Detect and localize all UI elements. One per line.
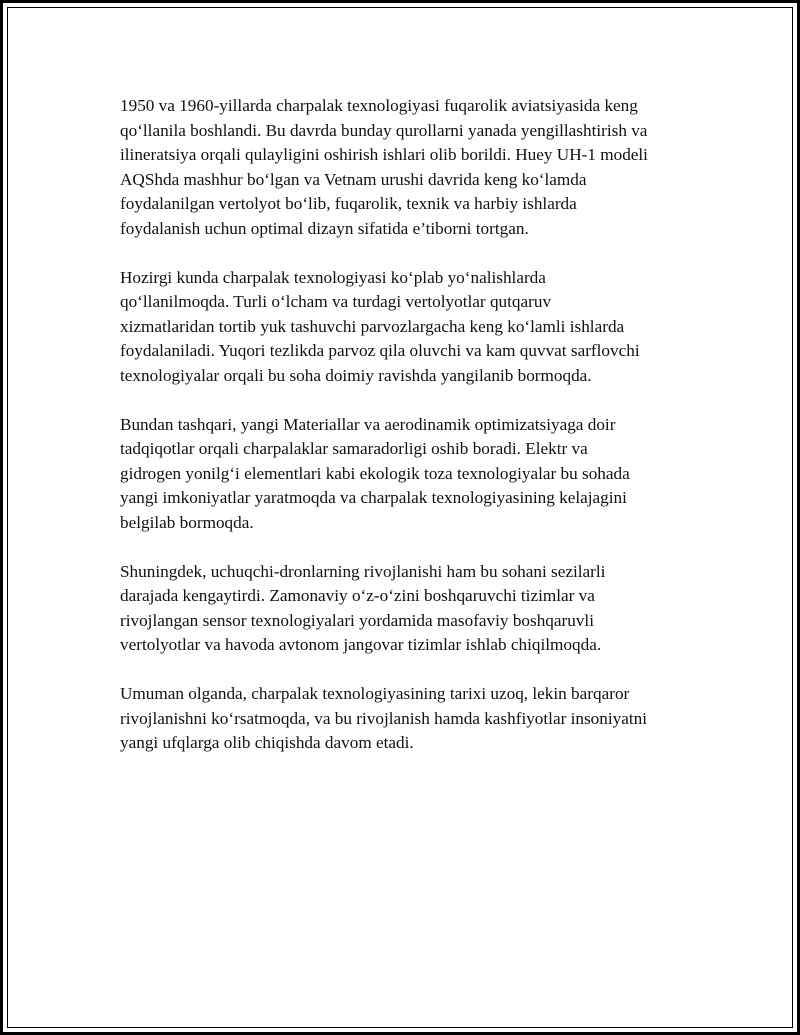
text-line: 1950 va 1960-yillarda charpalak texnologiyasi fuqarolik aviatsiyasida keng <box>120 96 638 115</box>
text-line: Umuman olganda, charpalak texnologiyasining tarixi uzoq, lekin barqaror <box>120 684 630 703</box>
text-line: gidrogen yonilg‘i elementlari kabi ekologik toza texnologiyalar bu sohada <box>120 463 630 483</box>
paragraph-3 <box>120 413 710 536</box>
text-line: ilineratsiya orqali qulayligini oshirish ishlari olib borildi. Huey UH-1 modeli <box>120 145 648 164</box>
text-line: foydalaniladi. Yuqori tezlikda parvoz qila oluvchi va kam quvvat sarflovchi <box>120 341 640 360</box>
text-line: Bundan tashqari, yangi Materiallar va aerodinamik optimizatsiyaga doir <box>120 414 616 434</box>
text-line: rivojlangan sensor texnologiyalari yordamida masofaviy boshqaruvli <box>120 610 594 630</box>
text-line: tadqiqotlar orqali charpalaklar samaradorligi oshib boradi. Elektr va <box>120 439 588 458</box>
text-line: AQShda mashhur bo‘lgan va Vetnam urushi davrida keng ko‘lamda <box>120 169 587 189</box>
text-line: belgilab bormoqda. <box>120 512 254 532</box>
text-line: darajada kengaytirdi. Zamonaviy o‘z-o‘zini boshqaruvchi tizimlar va <box>120 586 595 605</box>
text-line: texnologiyalar orqali bu soha doimiy ravishda yangilanib bormoqda. <box>120 365 592 385</box>
paragraph-4 <box>120 560 710 658</box>
text-line: qo‘llanila boshlandi. Bu davrda bunday qurollarni yanada yengillashtirish va <box>120 120 648 140</box>
text-line: xizmatlaridan tortib yuk tashuvchi parvozlargacha keng ko‘lamli ishlarda <box>120 316 625 336</box>
paragraph-2 <box>120 266 710 389</box>
text-line: yangi ufqlarga olib chiqishda davom etadi. <box>120 733 414 752</box>
text-line: yangi imkoniyatlar yaratmoqda va charpalak texnologiyasining kelajagini <box>120 488 627 507</box>
text-line: foydalanish uchun optimal dizayn sifatida e’tiborni tortgan. <box>120 218 529 238</box>
text-line: rivojlanishni ko‘rsatmoqda, va bu rivojlanish hamda kashfiyotlar insoniyatni <box>120 708 647 728</box>
document-body <box>120 94 710 780</box>
text-line: foydalanilgan vertolyot bo‘lib, fuqarolik, texnik va harbiy ishlarda <box>120 194 577 213</box>
text-line: vertolyotlar va havoda avtonom jangovar tizimlar ishlab chiqilmoqda. <box>120 635 602 654</box>
paragraph-5 <box>120 682 710 756</box>
text-line: Hozirgi kunda charpalak texnologiyasi ko‘plab yo‘nalishlarda <box>120 267 546 287</box>
text-line: Shuningdek, uchuqchi-dronlarning rivojlanishi ham bu sohani sezilarli <box>120 561 606 581</box>
paragraph-1 <box>120 94 710 241</box>
text-line: qo‘llanilmoqda. Turli o‘lcham va turdagi vertolyotlar qutqaruv <box>120 292 552 311</box>
